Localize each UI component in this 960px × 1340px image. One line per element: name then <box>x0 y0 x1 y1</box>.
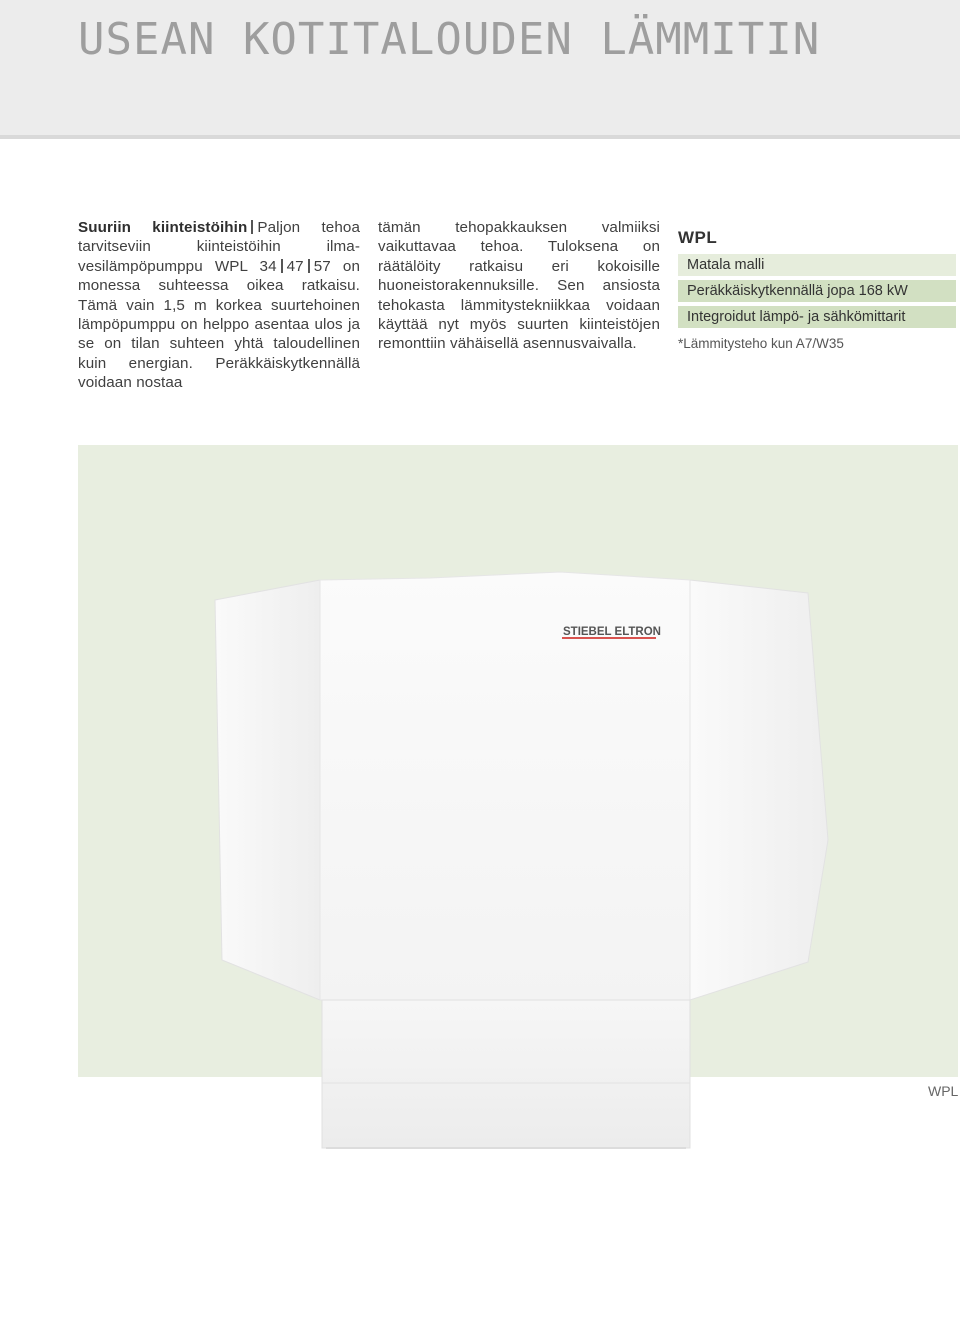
spec-title: WPL <box>678 228 718 247</box>
brand-logo: STIEBEL ELTRON <box>563 626 661 638</box>
spec-row: Peräkkäiskytkennällä jopa 168 kW <box>678 280 956 306</box>
lead-heading: Suuriin kiinteistöihin <box>78 219 248 236</box>
model-57: 57 <box>313 257 331 275</box>
spec-row: Matala malli <box>678 254 956 280</box>
photo-caption: WPL <box>928 1083 959 1099</box>
col1-text-rest: on monessa suhteessa oikea ratkaisu. Tämä vain 1,5 m korkea suurtehoinen lämpöpumppu on helppo asentaa ulos ja se on tilan suhteen yhtä taloudellinen kuin energian. Peräkkäiskytkennällä voidaan nostaa <box>78 257 360 392</box>
col2-text: tämän tehopakkauksen valmiiksi vaikuttavaa tehoa. Tuloksena on räätälöity ratkaisu eri kokoisille huoneistorakennuksille. Sen ansiosta tehokasta lämmitystekniikkaa voidaan käyttää nyt myös suurten kiinteistöjen remonttiin vähäisellä asennusvaivalla. <box>378 219 660 353</box>
unit-right-panel <box>690 580 828 1000</box>
spec-row: Integroidut lämpö- ja sähkömittarit <box>678 306 956 332</box>
col1-text: Paljon tehoa tarvitseviin kiinteistöihin ilma-vesilämpöpumppu WPL 34 <box>78 219 360 275</box>
page-title: USEAN KOTITALOUDEN LÄMMITIN <box>78 14 821 65</box>
unit-left-panel <box>215 580 320 1000</box>
unit-base-panel <box>322 1000 690 1148</box>
model-47: 47 <box>286 257 304 275</box>
spec-note: *Lämmitysteho kun A7/W35 <box>678 336 844 351</box>
